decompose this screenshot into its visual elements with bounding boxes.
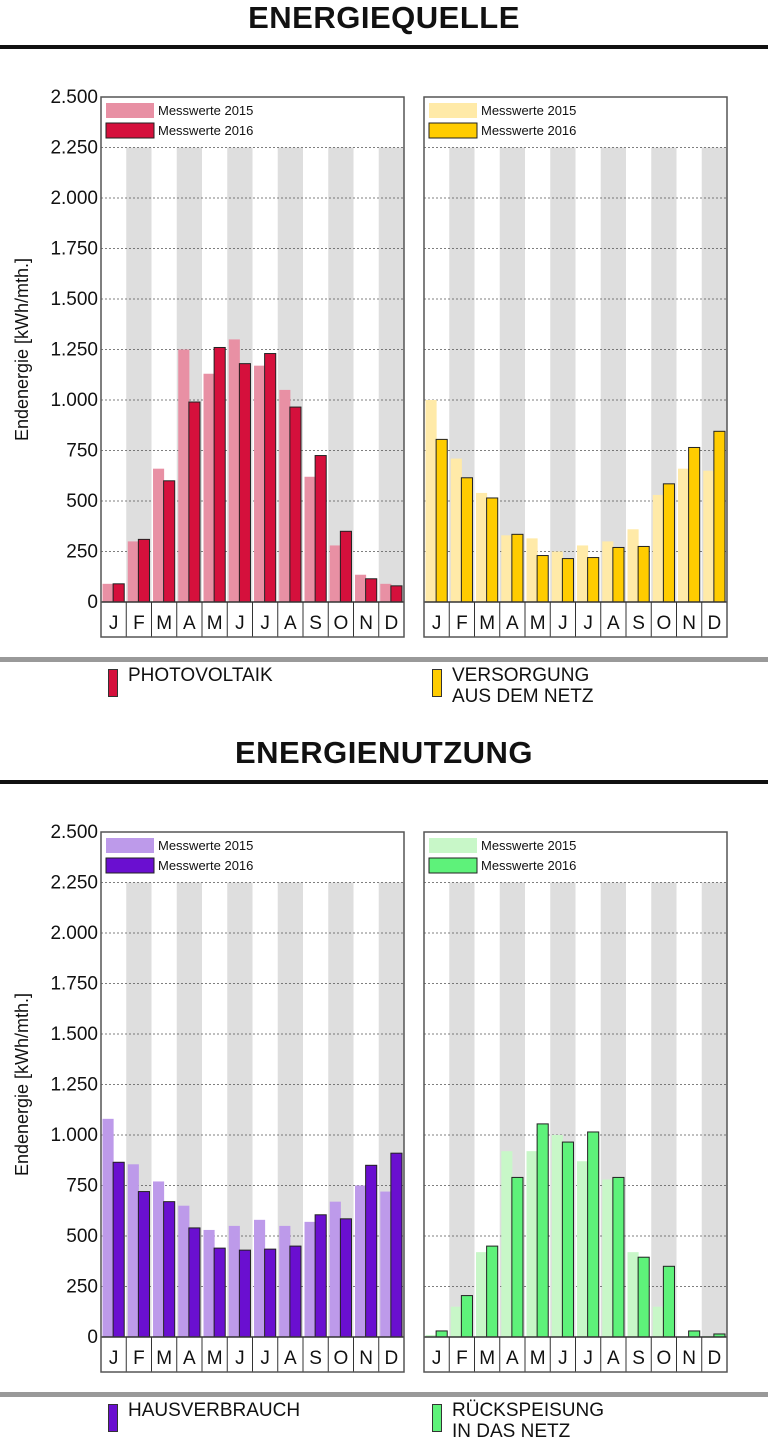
bar-2016 bbox=[537, 1124, 548, 1337]
x-tick-label: M bbox=[156, 1348, 173, 1369]
x-tick-label: M bbox=[479, 613, 496, 634]
x-tick-label: D bbox=[707, 613, 722, 634]
bar-2015 bbox=[678, 469, 689, 602]
legend-swatch-2015 bbox=[106, 838, 154, 853]
bar-2016 bbox=[537, 556, 548, 602]
x-tick-label: J bbox=[558, 613, 568, 634]
y-tick-label: 750 bbox=[66, 1175, 98, 1197]
bar-2015 bbox=[577, 545, 588, 602]
x-tick-label: J bbox=[235, 613, 245, 634]
x-tick-label: N bbox=[359, 613, 373, 634]
bar-2015 bbox=[229, 1226, 240, 1337]
bar-2015 bbox=[254, 1220, 265, 1337]
bar-2016 bbox=[290, 407, 301, 602]
bar-2016 bbox=[113, 584, 124, 602]
bar-2015 bbox=[229, 339, 240, 602]
month-band bbox=[126, 148, 151, 603]
legend-label: VERSORGUNG AUS DEM NETZ bbox=[452, 665, 594, 707]
bar-2016 bbox=[562, 559, 573, 602]
bar-2015 bbox=[552, 1135, 563, 1337]
bar-2016 bbox=[315, 456, 326, 602]
bar-2015 bbox=[501, 1151, 512, 1337]
x-tick-label: N bbox=[682, 613, 696, 634]
bar-2015 bbox=[653, 495, 664, 602]
legend-label: HAUSVERBRAUCH bbox=[128, 1400, 301, 1421]
bar-2015 bbox=[476, 1252, 487, 1337]
y-tick-label: 750 bbox=[66, 440, 98, 462]
x-tick-label: J bbox=[431, 613, 442, 634]
x-tick-label: S bbox=[309, 1348, 322, 1369]
bar-2015 bbox=[552, 552, 563, 603]
legend-label: Messwerte 2016 bbox=[481, 123, 577, 138]
bar-2015 bbox=[653, 1307, 664, 1337]
bar-2015 bbox=[153, 469, 164, 602]
bar-2016 bbox=[290, 1246, 301, 1337]
y-tick-label: 1.000 bbox=[50, 1125, 98, 1146]
x-tick-label: N bbox=[682, 1348, 696, 1369]
bar-2016 bbox=[461, 478, 472, 602]
x-tick-label: S bbox=[632, 1348, 645, 1369]
x-tick-label: J bbox=[108, 613, 119, 634]
bar-2015 bbox=[501, 535, 512, 602]
legend-hausverbrauch bbox=[108, 1400, 300, 1432]
y-tick-label: 1.250 bbox=[50, 339, 98, 361]
y-axis-label: Endenergie [kWh/mth.] bbox=[12, 257, 32, 442]
bar-2016 bbox=[340, 1219, 351, 1337]
x-tick-label: O bbox=[656, 613, 672, 634]
y-tick-label: 0 bbox=[87, 592, 98, 613]
x-tick-label: A bbox=[284, 1348, 297, 1369]
bar-2016 bbox=[391, 1153, 402, 1337]
title-underline bbox=[0, 780, 768, 784]
bar-2015 bbox=[128, 1164, 139, 1337]
x-tick-label: A bbox=[183, 613, 196, 634]
legend-photovoltaik bbox=[108, 665, 273, 697]
bar-2016 bbox=[164, 481, 175, 602]
x-tick-label: J bbox=[235, 1348, 245, 1369]
y-tick-label: 1.750 bbox=[50, 238, 98, 260]
x-tick-label: M bbox=[479, 1348, 496, 1369]
y-tick-label: 2.250 bbox=[50, 872, 98, 894]
bar-2015 bbox=[355, 575, 366, 602]
x-tick-label: F bbox=[133, 1348, 145, 1369]
legend-label: PHOTOVOLTAIK bbox=[128, 665, 273, 686]
x-tick-label: A bbox=[284, 613, 297, 634]
bar-2016 bbox=[164, 1202, 175, 1337]
y-tick-label: 2.250 bbox=[50, 137, 98, 159]
bar-2016 bbox=[588, 558, 599, 602]
y-tick-label: 2.000 bbox=[50, 923, 98, 944]
x-tick-label: D bbox=[384, 613, 399, 634]
bar-2015 bbox=[305, 477, 316, 602]
bar-2016 bbox=[265, 1249, 276, 1337]
legend-swatch-2016 bbox=[106, 123, 154, 138]
y-tick-label: 2.500 bbox=[50, 822, 98, 843]
legend-swatch bbox=[432, 669, 442, 697]
bar-2015 bbox=[527, 1151, 538, 1337]
bar-2016 bbox=[214, 1248, 225, 1337]
bar-2015 bbox=[628, 1252, 639, 1337]
month-band bbox=[449, 883, 474, 1338]
section-title-energiequelle: ENERGIEQUELLE bbox=[248, 0, 520, 35]
section-title-energienutzung: ENERGIENUTZUNG bbox=[234, 735, 534, 770]
bar-2015 bbox=[153, 1181, 164, 1337]
bar-2015 bbox=[527, 538, 538, 602]
x-tick-label: J bbox=[583, 1348, 593, 1369]
bar-2016 bbox=[689, 447, 700, 602]
bar-2016 bbox=[714, 431, 725, 602]
bar-2016 bbox=[239, 1250, 250, 1337]
legend-label: Messwerte 2015 bbox=[481, 103, 577, 118]
bar-2016 bbox=[366, 579, 377, 602]
legend-rueckspeisung bbox=[432, 1400, 604, 1442]
x-tick-label: A bbox=[506, 1348, 519, 1369]
legend-swatch bbox=[108, 669, 118, 697]
x-tick-label: A bbox=[607, 1348, 620, 1369]
x-tick-label: M bbox=[529, 613, 546, 634]
x-tick-label: F bbox=[456, 1348, 468, 1369]
bar-2015 bbox=[305, 1222, 316, 1337]
x-tick-label: M bbox=[156, 613, 173, 634]
bar-2015 bbox=[178, 350, 189, 603]
y-axis-label: Endenergie [kWh/mth.] bbox=[12, 992, 32, 1177]
bar-2015 bbox=[602, 1179, 613, 1337]
bar-2015 bbox=[204, 374, 215, 602]
bar-2016 bbox=[638, 1257, 649, 1337]
bar-2016 bbox=[138, 1192, 149, 1337]
bar-2016 bbox=[638, 546, 649, 602]
x-tick-label: J bbox=[431, 1348, 442, 1369]
bar-2016 bbox=[562, 1142, 573, 1337]
legend-swatch bbox=[432, 1404, 442, 1432]
bar-2016 bbox=[340, 531, 351, 602]
legend-label: Messwerte 2015 bbox=[158, 838, 254, 853]
bar-2015 bbox=[426, 400, 437, 602]
legend-swatch-2016 bbox=[429, 123, 477, 138]
bar-2015 bbox=[602, 541, 613, 602]
legend-swatch-2015 bbox=[429, 103, 477, 118]
bar-2015 bbox=[380, 584, 391, 602]
legend-swatch-2015 bbox=[429, 838, 477, 853]
bar-2016 bbox=[239, 364, 250, 602]
bar-2015 bbox=[103, 1119, 114, 1337]
legend-label: Messwerte 2015 bbox=[481, 838, 577, 853]
legend-label: Messwerte 2016 bbox=[158, 123, 254, 138]
bar-2016 bbox=[487, 1246, 498, 1337]
x-tick-label: S bbox=[309, 613, 322, 634]
bar-2016 bbox=[189, 402, 200, 602]
bar-2016 bbox=[138, 539, 149, 602]
x-tick-label: A bbox=[506, 613, 519, 634]
section-divider bbox=[0, 657, 768, 662]
bar-2015 bbox=[330, 545, 341, 602]
bar-2016 bbox=[436, 439, 447, 602]
y-tick-label: 250 bbox=[66, 1276, 98, 1298]
x-tick-label: A bbox=[607, 613, 620, 634]
x-tick-label: J bbox=[583, 613, 593, 634]
bar-2015 bbox=[355, 1186, 366, 1338]
x-tick-label: J bbox=[260, 1348, 270, 1369]
bar-2016 bbox=[366, 1165, 377, 1337]
bar-2016 bbox=[512, 534, 523, 602]
x-tick-label: S bbox=[632, 613, 645, 634]
bar-2015 bbox=[330, 1202, 341, 1337]
bar-2016 bbox=[512, 1177, 523, 1337]
legend-swatch-2016 bbox=[106, 858, 154, 873]
x-tick-label: J bbox=[260, 613, 270, 634]
bar-2015 bbox=[178, 1206, 189, 1337]
legend-label: Messwerte 2016 bbox=[481, 858, 577, 873]
bar-2015 bbox=[451, 1307, 462, 1337]
bar-2016 bbox=[214, 347, 225, 602]
x-tick-label: M bbox=[206, 1348, 223, 1369]
bar-2015 bbox=[103, 584, 114, 602]
x-tick-label: D bbox=[384, 1348, 399, 1369]
month-band bbox=[601, 148, 626, 603]
bar-2015 bbox=[380, 1192, 391, 1337]
y-tick-label: 0 bbox=[87, 1327, 98, 1348]
legend-label: RÜCKSPEISUNG IN DAS NETZ bbox=[452, 1400, 605, 1442]
bar-2015 bbox=[279, 390, 290, 602]
bar-2016 bbox=[613, 547, 624, 602]
y-tick-label: 2.000 bbox=[50, 188, 98, 209]
bar-2015 bbox=[577, 1161, 588, 1337]
month-band bbox=[500, 148, 525, 603]
legend-swatch-2015 bbox=[106, 103, 154, 118]
legend-label: Messwerte 2015 bbox=[158, 103, 254, 118]
x-tick-label: M bbox=[529, 1348, 546, 1369]
y-tick-label: 500 bbox=[66, 1226, 98, 1247]
bar-2016 bbox=[689, 1331, 700, 1337]
bar-2015 bbox=[451, 459, 462, 602]
bar-2015 bbox=[279, 1226, 290, 1337]
bar-2015 bbox=[254, 366, 265, 602]
section-divider bbox=[0, 1392, 768, 1397]
bar-2016 bbox=[189, 1228, 200, 1337]
y-tick-label: 1.750 bbox=[50, 973, 98, 995]
x-tick-label: O bbox=[333, 613, 349, 634]
bar-2015 bbox=[476, 493, 487, 602]
bar-2016 bbox=[663, 484, 674, 602]
bar-2016 bbox=[663, 1266, 674, 1337]
y-tick-label: 1.500 bbox=[50, 289, 98, 310]
bar-2015 bbox=[204, 1230, 215, 1337]
y-tick-label: 1.000 bbox=[50, 390, 98, 411]
x-tick-label: J bbox=[108, 1348, 119, 1369]
y-tick-label: 250 bbox=[66, 541, 98, 563]
legend-swatch bbox=[108, 1404, 118, 1432]
bar-2015 bbox=[128, 541, 139, 602]
bar-2016 bbox=[113, 1162, 124, 1337]
x-tick-label: F bbox=[133, 613, 145, 634]
month-band bbox=[550, 148, 575, 603]
bar-2016 bbox=[265, 354, 276, 602]
y-tick-label: 1.500 bbox=[50, 1024, 98, 1045]
bar-2015 bbox=[703, 471, 714, 602]
bar-2016 bbox=[436, 1331, 447, 1337]
x-tick-label: O bbox=[656, 1348, 672, 1369]
x-tick-label: A bbox=[183, 1348, 196, 1369]
x-tick-label: N bbox=[359, 1348, 373, 1369]
x-tick-label: F bbox=[456, 613, 468, 634]
bar-2016 bbox=[391, 586, 402, 602]
y-tick-label: 1.250 bbox=[50, 1074, 98, 1096]
x-tick-label: D bbox=[707, 1348, 722, 1369]
legend-versorgung bbox=[432, 665, 593, 707]
bar-2016 bbox=[487, 498, 498, 602]
x-tick-label: O bbox=[333, 1348, 349, 1369]
y-tick-label: 500 bbox=[66, 491, 98, 512]
bar-2016 bbox=[613, 1177, 624, 1337]
legend-label: Messwerte 2016 bbox=[158, 858, 254, 873]
bar-2016 bbox=[461, 1296, 472, 1337]
month-band bbox=[702, 883, 727, 1338]
bar-2016 bbox=[315, 1215, 326, 1337]
y-tick-label: 2.500 bbox=[50, 87, 98, 108]
bar-2015 bbox=[628, 529, 639, 602]
legend-swatch-2016 bbox=[429, 858, 477, 873]
x-tick-label: M bbox=[206, 613, 223, 634]
x-tick-label: J bbox=[558, 1348, 568, 1369]
month-band bbox=[379, 148, 404, 603]
bar-2016 bbox=[588, 1132, 599, 1337]
